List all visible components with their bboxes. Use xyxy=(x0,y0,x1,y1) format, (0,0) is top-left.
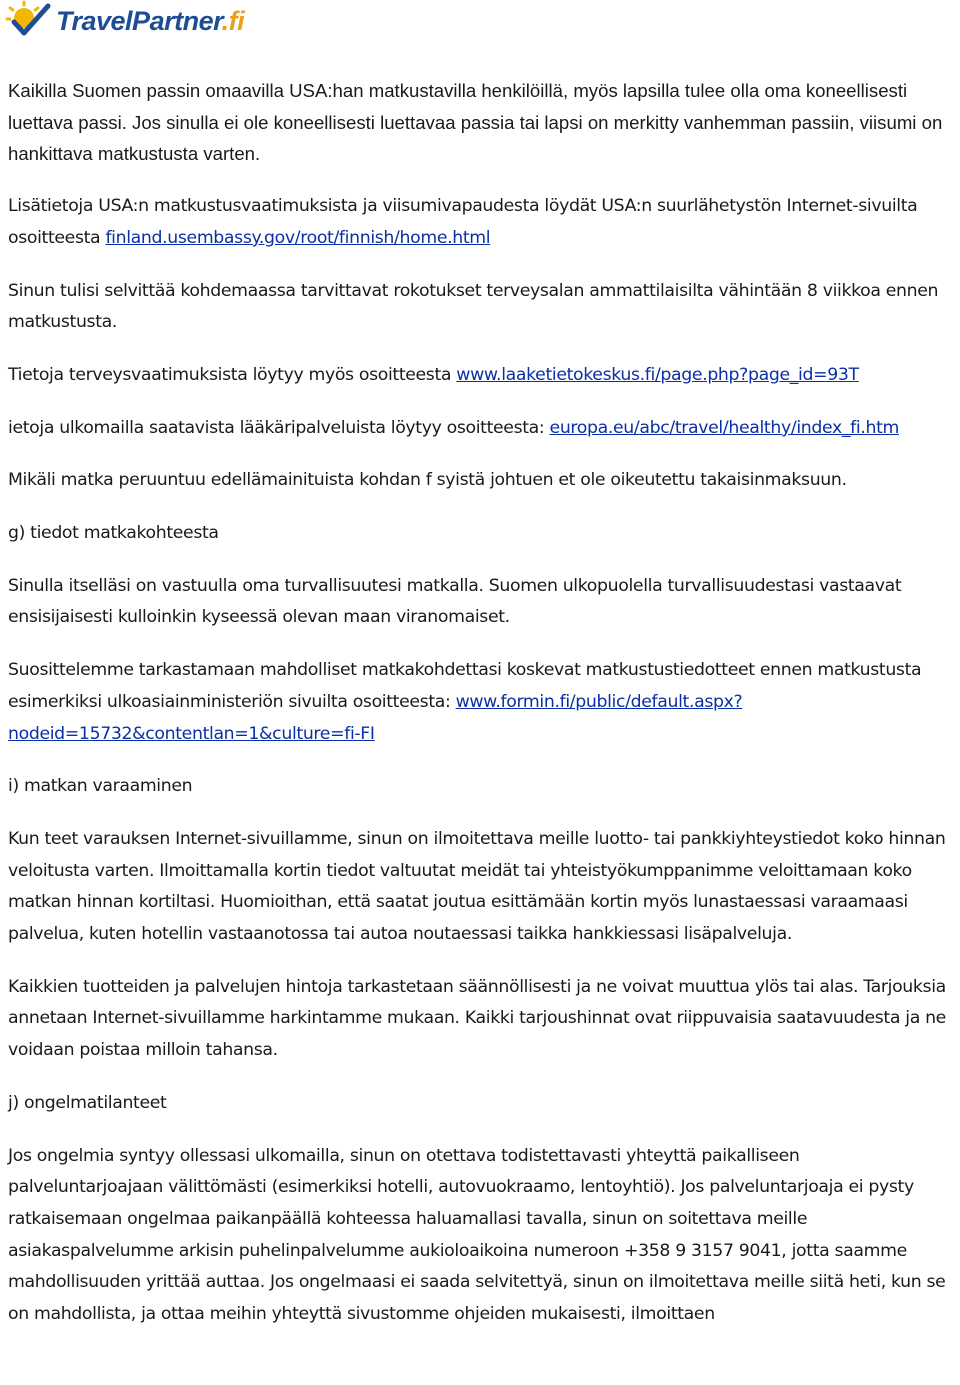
paragraph-usa-passport: Kaikilla Suomen passin omaavilla USA:han matkustavilla henkilöillä, myös lapsilla tulee olla oma koneellisesti luettava passi. Jos sinulla ei ole koneellisesti luettavaa passia tai lapsi on merkitty vanhemman passiin, viisumi on hankittava matkustusta varten. xyxy=(8,80,943,165)
heading-j: j) ongelmatilanteet xyxy=(8,1092,167,1113)
brand-name: TravelPartner.fi xyxy=(56,6,245,36)
usembassy-link[interactable]: finland.usembassy.gov/root/finnish/home.html xyxy=(105,227,491,248)
paragraph-travel-bulletins: Suosittelemme tarkastamaan mahdolliset matkakohdettasi koskevat matkustustiedotteet ennen matkustusta esimerkiksi ulkoasiainministeriön sivuilta osoitteesta: www.formin.fi/public/default.aspx?nodeid=15732&contentlan=1&culture=fi-FI xyxy=(8,660,922,744)
paragraph-safety: Sinulla itselläsi on vastuulla oma turvallisuutesi matkalla. Suomen ulkopuolella turvallisuudestasi vastaavat ensisijaisesti kulloinkin kyseessä olevan maan viranomaiset. xyxy=(8,575,902,628)
paragraph-refund: Mikäli matka peruuntuu edellämainituista kohdan f syistä johtuen et ole oikeutettu takaisinmaksuun. xyxy=(8,470,847,491)
paragraph-medical-services: ietoja ulkomailla saatavista lääkäripalveluista löytyy osoitteesta: europa.eu/abc/travel/healthy/index_fi.htm xyxy=(8,417,899,438)
paragraph-problems: Jos ongelmia syntyy ollessasi ulkomailla, sinun on otettava todistettavasti yhteyttä paikalliseen palveluntarjoajaan välittömästi (esimerkiksi hotelli, autovuokraamo, lentoyhtiö). Jos palveluntarjoaja ei pysty ratkaisemaan ongelmaa paikanpäällä kohteessa haluamallasi tavalla, sinun on soitettava meille asiakaspalvelumme arkisin puhelinpalvelumme aukioloaikoina numeroon +358 9 3157 9041, jotta saamme mahdollisuuden yrittää auttaa. Jos ongelmaasi ei saada selvitettyä, sinun on ilmoitettava meille siitä heti, kun se on mahdollista, ja ottaa meihin yhteyttä sivustomme ohjeiden mukaisesti, ilmoittaen xyxy=(8,1145,946,1325)
paragraph-booking: Kun teet varauksen Internet-sivuillamme, sinun on ilmoitettava meille luotto- tai pankkiyhteystiedot koko hinnan veloitusta varten. Ilmoittamalla kortin tiedot valtuutat meidät tai yhteistyökumppanimme veloittamaan koko matkan hinnan kortiltasi. Huomioithan, että saatat joutua esittämään kortin myös lunastaessasi varaamaasi palvelua, kuten hotellin vastaanotossa tai autoa noutaessasi taikka hankkiessasi lisäpalveluja. xyxy=(8,828,946,945)
heading-g: g) tiedot matkakohteesta xyxy=(8,523,219,544)
paragraph-health-requirements: Tietoja terveysvaatimuksista löytyy myös osoitteesta www.laaketietokeskus.fi/page.php?page_id=93T xyxy=(8,364,859,385)
travelpartner-logo xyxy=(4,0,264,44)
laaketietokeskus-link[interactable]: www.laaketietokeskus.fi/page.php?page_id=93T xyxy=(456,364,859,385)
paragraph-usa-info: Lisätietoja USA:n matkustusvaatimuksista ja viisumivapaudesta löydät USA:n suurlähetystön Internet-sivuilta osoitteesta finland.usembassy.gov/root/finnish/home.html xyxy=(8,196,918,248)
heading-i: i) matkan varaaminen xyxy=(8,776,193,797)
document-body xyxy=(8,75,958,1352)
formin-link[interactable]: www.formin.fi/public/default.aspx?nodeid=15732&contentlan=1&culture=fi-FI xyxy=(8,691,743,744)
paragraph-prices: Kaikkien tuotteiden ja palvelujen hintoja tarkastetaan säännöllisesti ja ne voivat muuttua ylös tai alas. Tarjouksia annetaan Internet-sivuillamme harkintamme mukaan. Kaikki tarjoushinnat ovat riippuvaisia saatavuudesta ja ne voidaan poistaa milloin tahansa. xyxy=(8,976,946,1061)
sun-checkmark-icon xyxy=(4,0,54,40)
europa-link[interactable]: europa.eu/abc/travel/healthy/index_fi.htm xyxy=(549,417,899,438)
paragraph-vaccinations: Sinun tulisi selvittää kohdemaassa tarvittavat rokotukset terveysalan ammattilaisilta vähintään 8 viikkoa ennen matkustusta. xyxy=(8,280,939,333)
